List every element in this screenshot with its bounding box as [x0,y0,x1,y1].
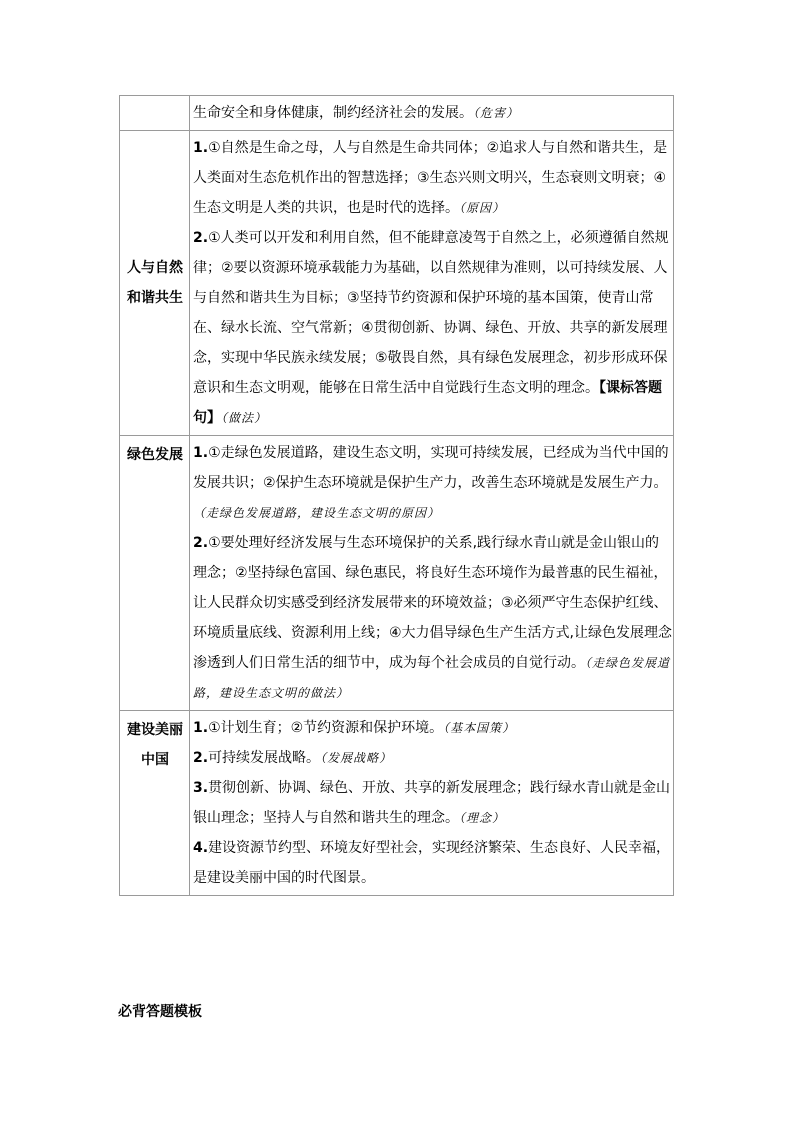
item-note: （基本国策） [443,721,516,735]
list-item [193,833,672,893]
item-text: ①要处理好经济发展与生态环境保护的关系,践行绿水青山就是金山银山的理念；②坚持绿色富国、绿色惠民，将良好生态环境作为最普惠的民生福祉，让人民群众切实感受到经济发展带来的环境效益；③必须严守生态保护红线、环境质量底线、资源利用上线；④大力倡导绿色生产生活方式,让绿色发展理念渗透到人们日常生活的细节中，成为每个社会成员的自觉行动。 [193,535,672,671]
item-number: 2. [193,535,209,551]
item-note: （做法） [221,411,268,425]
item-text: ①计划生育；②节约资源和保护环境。 [208,720,444,736]
item-number: 4. [193,840,209,856]
row-content [190,131,674,436]
item-note: （原因） [459,201,506,215]
item-note: （走绿色发展道路，建设生态文明的做法） [193,656,671,700]
item-number: 1. [193,720,209,736]
item-note: （走绿色发展道路，建设生态文明的原因） [193,506,441,520]
list-item [193,133,672,223]
list-item [193,98,672,128]
list-item [193,528,672,708]
list-item [193,438,672,528]
row-label [120,96,190,131]
content-table [119,95,674,896]
row-content [190,96,674,131]
item-text: ①自然是生命之母，人与自然是生命共同体；②追求人与自然和谐共生，是人类面对生态危机作出的智慧选择；③生态兴则文明兴，生态衰则文明衰；④生态文明是人类的共识，也是时代的选择。 [193,140,668,216]
item-number: 2. [193,230,209,246]
table-row [120,711,674,896]
table-row [120,436,674,711]
list-item [193,773,672,833]
row-content [190,436,674,711]
row-content [190,711,674,896]
item-note: （发展战略） [320,751,393,765]
list-item [193,743,672,773]
row-label: 人与自然和谐共生 [120,131,190,436]
table-row [120,96,674,131]
list-item [193,713,672,743]
section-heading: 必背答题模板 [118,1004,202,1020]
curriculum-tag: 【课标答题句】 [193,380,662,426]
item-text: 建设资源节约型、环境友好型社会，实现经济繁荣、生态良好、人民幸福，是建设美丽中国的时代图景。 [193,840,671,886]
item-number: 3. [193,780,209,796]
item-number: 1. [193,445,209,461]
row-label: 绿色发展 [120,436,190,711]
row-label: 建设美丽中国 [120,711,190,896]
item-text: 贯彻创新、协调、绿色、开放、共享的新发展理念；践行绿水青山就是金山银山理念；坚持人与自然和谐共生的理念。 [193,780,671,826]
item-number: 2. [193,750,209,766]
item-text: ①人类可以开发和利用自然，但不能肆意凌驾于自然之上，必须遵循自然规律；②要以资源环境承载能力为基础，以自然规律为准则，以可持续发展、人与自然和谐共生为目标；③坚持节约资源和保护环境的基本国策，使青山常在、绿水长流、空气常新；④贯彻创新、协调、绿色、开放、共享的新发展理念，实现中华民族永续发展；⑤敬畏自然，具有绿色发展理念，初步形成环保意识和生态文明观，能够在日常生活中自觉践行生态文明的理念。 [193,230,669,396]
item-note: （理念） [459,811,506,825]
item-text: 可持续发展战略。 [208,750,321,766]
table-row [120,131,674,436]
item-text: ①走绿色发展道路，建设生态文明，实现可持续发展，已经成为当代中国的发展共识；②保护生态环境就是保护生产力，改善生态环境就是发展生产力。 [193,445,669,491]
item-text: 生命安全和身体健康，制约经济社会的发展。 [193,105,473,121]
item-number: 1. [193,140,209,156]
item-note: （危害） [473,106,520,120]
list-item [193,223,672,433]
